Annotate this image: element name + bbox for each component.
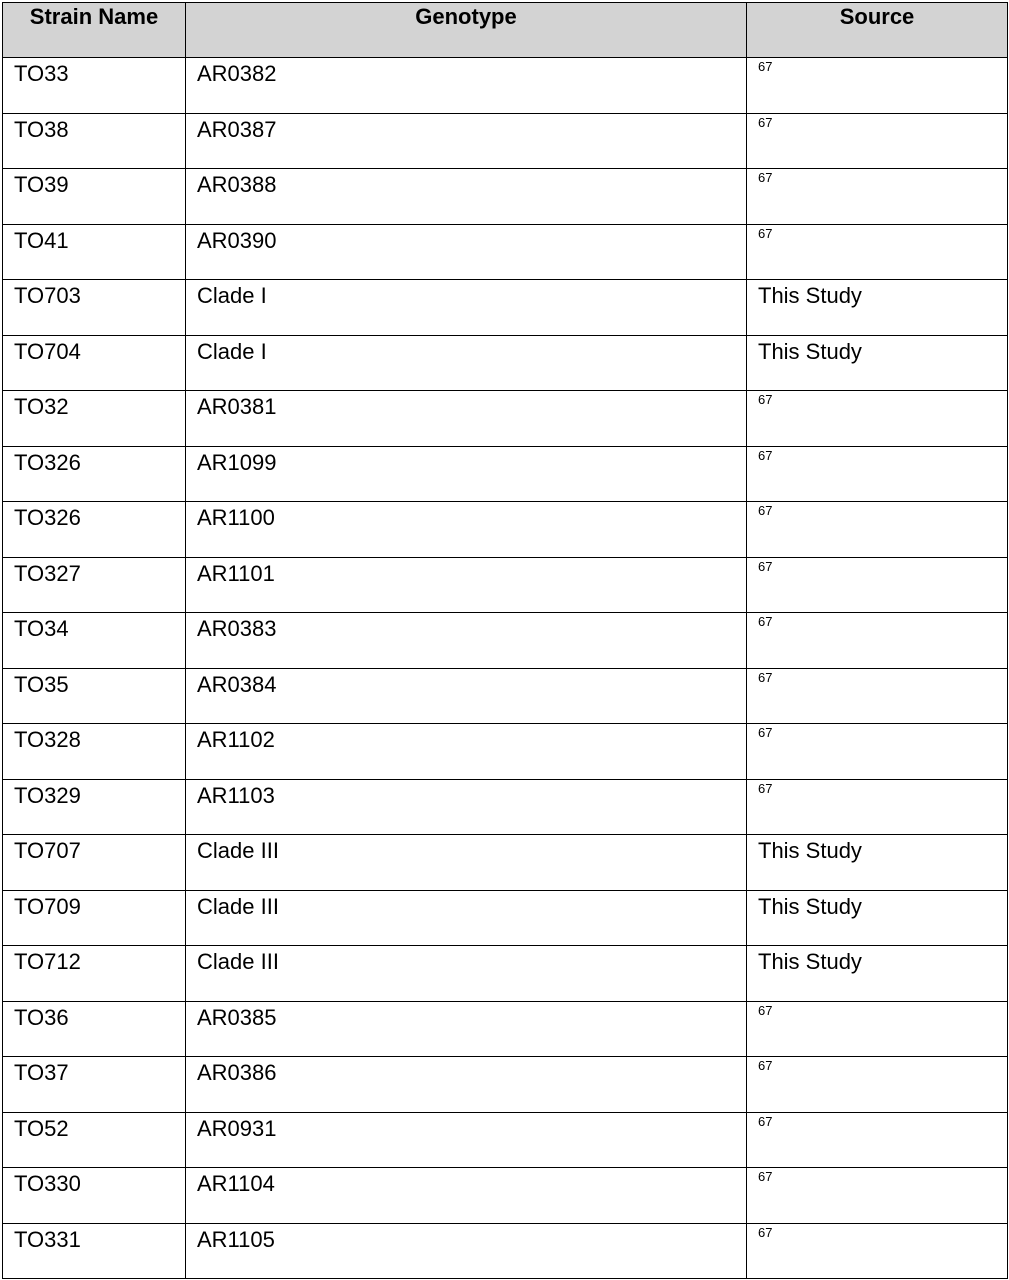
- table-row: [3, 835, 1008, 891]
- genotype-cell: AR0386: [186, 1057, 747, 1113]
- table-row: [3, 502, 1008, 558]
- strain-name-cell: TO32: [3, 391, 186, 447]
- table-row: [3, 779, 1008, 835]
- genotype-cell: AR0390: [186, 224, 747, 280]
- strain-name-cell: TO707: [3, 835, 186, 891]
- source-cell: 67: [747, 502, 1008, 558]
- source-cell: 67: [747, 613, 1008, 669]
- genotype-cell: AR1104: [186, 1168, 747, 1224]
- strain-name-cell: TO330: [3, 1168, 186, 1224]
- table-row: [3, 1057, 1008, 1113]
- strain-name-cell: TO326: [3, 502, 186, 558]
- strain-name-cell: TO326: [3, 446, 186, 502]
- strain-name-cell: TO328: [3, 724, 186, 780]
- genotype-cell: AR1100: [186, 502, 747, 558]
- genotype-cell: Clade III: [186, 890, 747, 946]
- table-row: [3, 557, 1008, 613]
- strain-name-cell: TO37: [3, 1057, 186, 1113]
- source-cell: This Study: [747, 335, 1008, 391]
- table-body: [3, 58, 1008, 1279]
- strain-name-cell: TO704: [3, 335, 186, 391]
- genotype-cell: Clade I: [186, 335, 747, 391]
- source-cell: 67: [747, 557, 1008, 613]
- strain-name-cell: TO35: [3, 668, 186, 724]
- strain-name-cell: TO327: [3, 557, 186, 613]
- strain-name-cell: TO41: [3, 224, 186, 280]
- genotype-cell: Clade I: [186, 280, 747, 336]
- genotype-cell: AR0383: [186, 613, 747, 669]
- source-cell: 67: [747, 58, 1008, 114]
- table-row: [3, 1112, 1008, 1168]
- source-cell: This Study: [747, 835, 1008, 891]
- source-cell: 67: [747, 1223, 1008, 1279]
- source-cell: This Study: [747, 890, 1008, 946]
- table-row: [3, 890, 1008, 946]
- source-cell: 67: [747, 446, 1008, 502]
- genotype-cell: Clade III: [186, 946, 747, 1002]
- source-cell: 67: [747, 169, 1008, 225]
- header-row: [3, 3, 1008, 58]
- genotype-cell: AR1103: [186, 779, 747, 835]
- strain-name-cell: TO52: [3, 1112, 186, 1168]
- genotype-cell: AR1102: [186, 724, 747, 780]
- table-row: [3, 224, 1008, 280]
- genotype-cell: Clade III: [186, 835, 747, 891]
- source-cell: This Study: [747, 946, 1008, 1002]
- source-cell: This Study: [747, 280, 1008, 336]
- source-cell: 67: [747, 724, 1008, 780]
- table-row: [3, 58, 1008, 114]
- genotype-cell: AR1099: [186, 446, 747, 502]
- source-cell: 67: [747, 1168, 1008, 1224]
- strain-name-cell: TO34: [3, 613, 186, 669]
- genotype-cell: AR0381: [186, 391, 747, 447]
- strain-name-cell: TO36: [3, 1001, 186, 1057]
- strain-name-cell: TO329: [3, 779, 186, 835]
- table-row: [3, 169, 1008, 225]
- source-cell: 67: [747, 391, 1008, 447]
- strain-name-cell: TO39: [3, 169, 186, 225]
- strain-name-cell: TO33: [3, 58, 186, 114]
- source-cell: 67: [747, 779, 1008, 835]
- strain-name-cell: TO709: [3, 890, 186, 946]
- table-row: [3, 1168, 1008, 1224]
- table-row: [3, 1223, 1008, 1279]
- strain-name-cell: TO712: [3, 946, 186, 1002]
- strain-name-cell: TO38: [3, 113, 186, 169]
- table-row: [3, 446, 1008, 502]
- genotype-cell: AR0385: [186, 1001, 747, 1057]
- header-source: Source: [747, 3, 1008, 58]
- source-cell: 67: [747, 1001, 1008, 1057]
- genotype-cell: AR0388: [186, 169, 747, 225]
- source-cell: 67: [747, 1057, 1008, 1113]
- genotype-cell: AR1101: [186, 557, 747, 613]
- genotype-cell: AR0382: [186, 58, 747, 114]
- table-row: [3, 668, 1008, 724]
- table-row: [3, 724, 1008, 780]
- table-header: [3, 3, 1008, 58]
- table-row: [3, 946, 1008, 1002]
- table-row: [3, 280, 1008, 336]
- genotype-cell: AR0384: [186, 668, 747, 724]
- table-row: [3, 113, 1008, 169]
- table-row: [3, 335, 1008, 391]
- strain-table: [2, 2, 1008, 1279]
- header-strain-name: Strain Name: [3, 3, 186, 58]
- source-cell: 67: [747, 1112, 1008, 1168]
- strain-name-cell: TO331: [3, 1223, 186, 1279]
- genotype-cell: AR0931: [186, 1112, 747, 1168]
- genotype-cell: AR1105: [186, 1223, 747, 1279]
- table-row: [3, 391, 1008, 447]
- source-cell: 67: [747, 113, 1008, 169]
- source-cell: 67: [747, 668, 1008, 724]
- table-row: [3, 1001, 1008, 1057]
- genotype-cell: AR0387: [186, 113, 747, 169]
- table-row: [3, 613, 1008, 669]
- source-cell: 67: [747, 224, 1008, 280]
- header-genotype: Genotype: [186, 3, 747, 58]
- strain-name-cell: TO703: [3, 280, 186, 336]
